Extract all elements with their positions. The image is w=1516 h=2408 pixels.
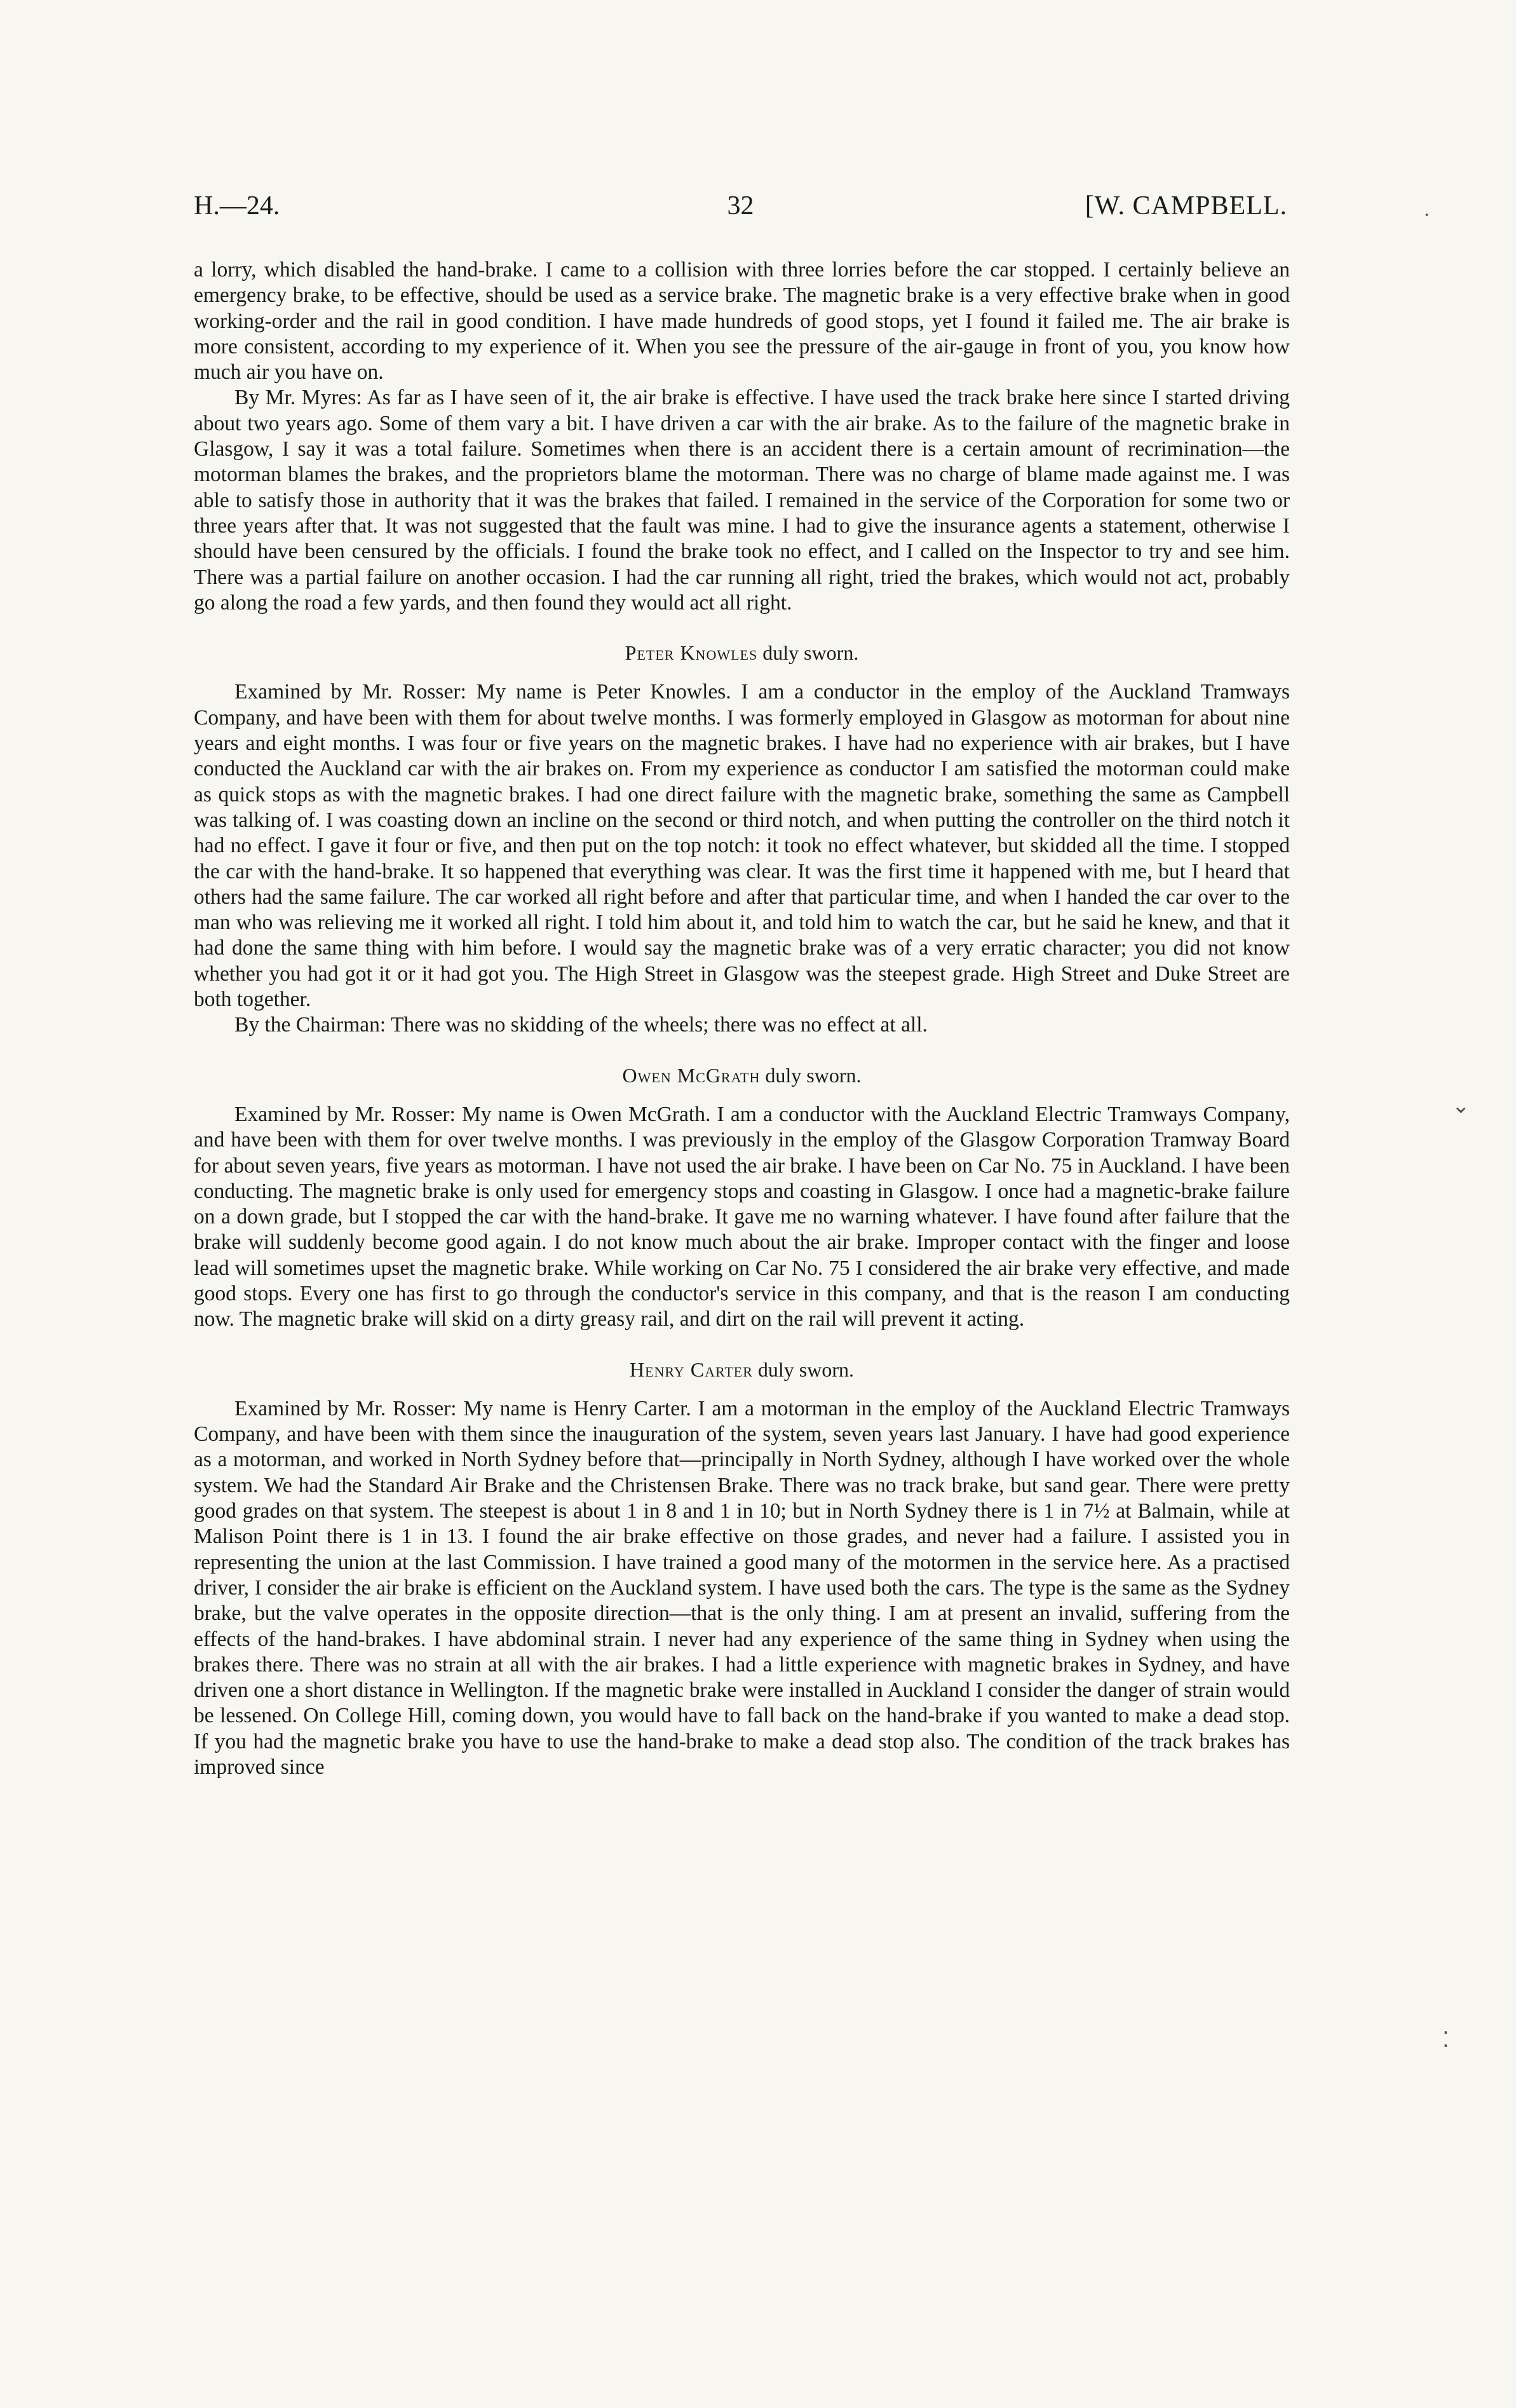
sworn-label: duly sworn. xyxy=(760,1063,862,1087)
examination-paragraph: By Mr. Myres: As far as I have seen of it, the air brake is effective. I have used the track brake here since I started driving about two years ago. Some of them vary a bit. I have driven a car with the air brake. As to the failure of the magnetic brake in Glasgow, I say it was a total failure. Sometimes when there is an accident there is a certain amount of recrimination—the motorman blames the brakes, and the proprietors blame the motorman. There was no charge of blame made against me. I was able to satisfy those in authority that it was the brakes that failed. I remained in the service of the Corporation for some two or three years after that. It was not suggested that the fault was mine. I had to give the insurance agents a statement, otherwise I should have been censured by the officials. I found the brake took no effect, and I called on the Inspector to try and see him. There was a partial failure on another occasion. I had the car running all right, tried the brakes, which would not act, probably go along the road a few yards, and then found they would act all right. xyxy=(194,386,1290,615)
continued-paragraph: a lorry, which disabled the hand-brake. I came to a collision with three lorries before the car stopped. I certainly believe an emergency brake, to be effective, should be used as a service brake. The magnetic brake is a very effective brake when in good working-order and the rail in good condition. I have made hundreds of good stops, yet I found it failed me. The air brake is more consistent, according to my experience of it. When you see the pressure of the air-gauge in front of you, you know how much air you have on. xyxy=(194,258,1290,384)
witness-running-head: [W. CAMPBELL. xyxy=(1085,191,1287,221)
document-reference: H.—24. xyxy=(194,191,280,221)
witness-name: Peter Knowles xyxy=(625,641,758,665)
page-header xyxy=(194,191,1287,235)
testimony-paragraph: Examined by Mr. Rosser: My name is Henry Carter. I am a motorman in the employ of the Auckland Electric Tramways Company, and have been with them since the inauguration of the system, seven years last January. I have had good experience as a motorman, and worked in North Sydney before that—principally in North Sydney, although I have worked over the whole system. We had the Standard Air Brake and the Christensen Brake. There was no track brake, but sand gear. There were pretty good grades on that system. The steepest is about 1 in 8 and 1 in 10; but in North Sydney there is 1 in 7½ at Balmain, while at Malison Point there is 1 in 13. I found the air brake effective on those grades, and never had a failure. I assisted you in representing the union at the last Commission. I have trained a good many of the motormen in the service here. As a practised driver, I consider the air brake is efficient on the Auckland system. I have used both the cars. The type is the same as the Sydney brake, but the valve operates in the opposite direction—that is the only thing. I am at present an invalid, suffering from the effects of the hand-brakes. I have abdominal strain. I never had any experience of the same thing in Sydney when using the brakes there. There was no strain at all with the air brakes. I had a little experience with magnetic brakes in Sydney, and have driven one a short distance in Wellington. If the magnetic brake were installed in Auckland I consider the danger of strain would be lessened. On College Hill, coming down, you would have to fall back on the hand-brake if you wanted to make a dead stop. If you had the magnetic brake you have to use the hand-brake to make a dead stop also. The condition of the track brakes has improved since xyxy=(194,1396,1290,1779)
witness-name: Henry Carter xyxy=(629,1357,753,1381)
page-number: 32 xyxy=(727,191,754,221)
testimony-paragraph: By the Chairman: There was no skidding of the wheels; there was no effect at all. xyxy=(234,1013,928,1037)
witness-name: Owen McGrath xyxy=(622,1063,761,1087)
page-body xyxy=(194,257,1290,1780)
scan-speck-mark: ⁚ xyxy=(1442,2029,1449,2052)
testimony-paragraph: Examined by Mr. Rosser: My name is Peter Knowles. I am a conductor in the employ of the Auckland Tramways Company, and have been with them for about twelve months. I was formerly employed in Glasgow as motorman for about nine years and eight months. I was four or five years on the magnetic brakes. I have had no experience with air brakes, but I have conducted the Auckland car with the air brakes on. From my experience as conductor I am satisfied the motorman could make as quick stops as with the magnetic brakes. I had one direct failure with the magnetic brake, something the same as Campbell was talking of. I was coasting down an incline on the second or third notch, and when putting the controller on the third notch it had no effect. I gave it four or five, and then put on the top notch: it took no effect whatever, but skidded all the time. I stopped the car with the hand-brake. It so happened that everything was clear. It was the first time it happened with me, but I heard that others had the same failure. The car worked all right before and after that particular time, and when I handed the car over to the man who was relieving me it worked all right. I told him about it, and told him to watch the car, but he said he knew, and that it had done the same thing with him before. I would say the magnetic brake was of a very erratic character; you did not know whether you had got it or it had got you. The High Street in Glasgow was the steepest grade. High Street and Duke Street are both together. xyxy=(194,680,1290,1012)
scan-speck-mark: ⌄ xyxy=(1452,1094,1470,1118)
testimony-paragraph: Examined by Mr. Rosser: My name is Owen McGrath. I am a conductor with the Auckland Electric Tramways Company, and have been with them for over twelve months. I was previously in the employ of the Glasgow Corporation Tramway Board for about seven years, five years as motorman. I have not used the air brake. I have been on Car No. 75 in Auckland. I have been conducting. The magnetic brake is only used for emergency stops and coasting in Glasgow. I once had a magnetic-brake failure on a down grade, but I stopped the car with the hand-brake. It gave me no warning whatever. I have found after failure that the brake will suddenly become good again. I do not know much about the air brake. Improper contact with the finger and loose lead will sometimes upset the magnetic brake. While working on Car No. 75 I considered the air brake very effective, and made good stops. Every one has first to go through the conductor's service in this company, and that is the reason I am conducting now. The magnetic brake will skid on a dirty greasy rail, and dirt on the rail will prevent it acting. xyxy=(194,1102,1290,1331)
scan-speck-mark: · xyxy=(1423,203,1431,227)
sworn-label: duly sworn. xyxy=(752,1357,855,1381)
witness-heading xyxy=(194,640,1290,665)
sworn-label: duly sworn. xyxy=(757,641,859,665)
witness-heading xyxy=(194,1063,1290,1088)
witness-heading xyxy=(194,1357,1290,1382)
